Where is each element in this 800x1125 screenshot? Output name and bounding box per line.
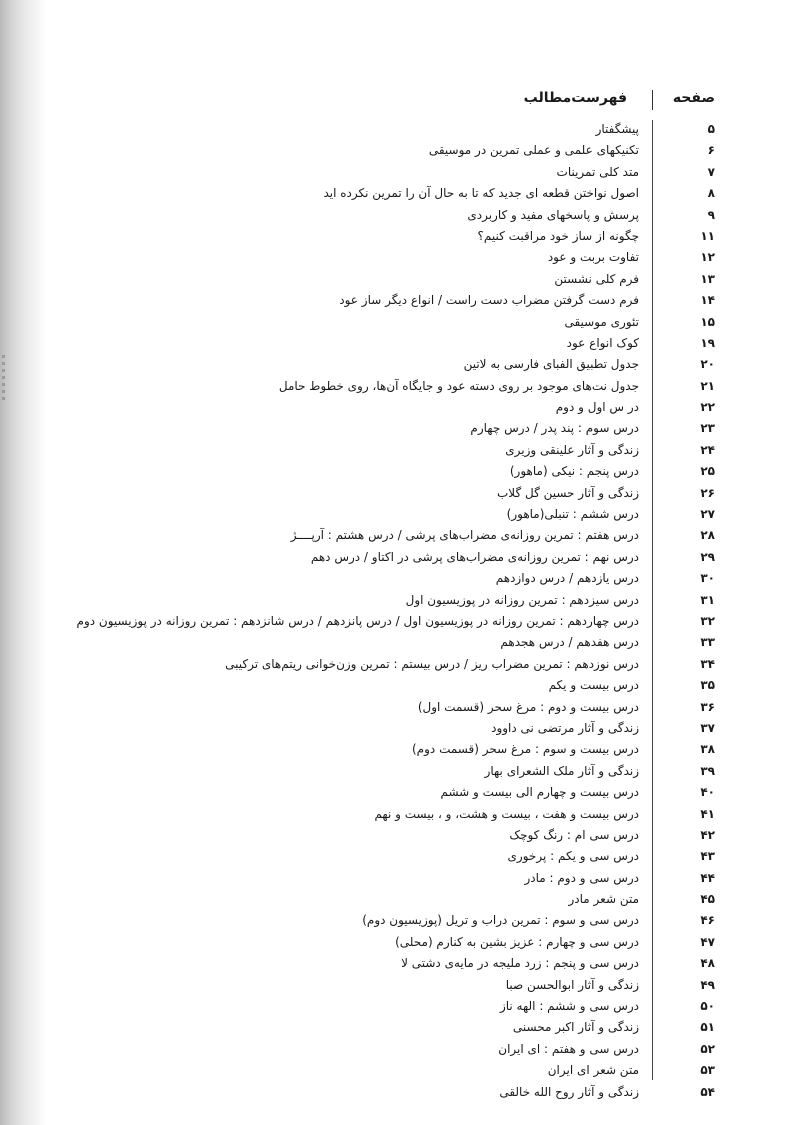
toc-entry-page: ۵۲ [700,1041,715,1056]
toc-entry[interactable] [0,247,800,268]
toc-entry-page: ۴۸ [700,956,715,971]
toc-entry-page: ۴۳ [700,849,715,864]
toc-entry-title: درس بیست و هفت ، بیست و هشت، و ، بیست و نهم [374,806,639,821]
toc-entry-page: ۳۶ [700,699,715,714]
toc-entry[interactable] [0,440,800,461]
toc-entry-page: ۲۱ [700,378,715,393]
toc-entry[interactable] [0,461,800,482]
toc-entry-title: زندگی و آثار علینقی وزیری [505,442,639,457]
toc-entry-title: درس سوم : پند پدر / درس چهارم [470,421,639,436]
toc-entry-page: ۴۷ [700,934,715,949]
toc-entry-page: ۴۹ [700,977,715,992]
toc-entry-title: زندگی و آثار مرتضی نی داوود [491,720,639,735]
toc-entry[interactable] [0,483,800,504]
toc-entry-title: درس بیست و سوم : مرغ سحر (قسمت دوم) [412,742,639,757]
toc-entry[interactable] [0,804,800,825]
toc-entry[interactable] [0,761,800,782]
toc-entry-page: ۴۴ [700,870,715,885]
toc-entry[interactable] [0,910,800,931]
toc-entry[interactable] [0,697,800,718]
toc-entry-page: ۴۶ [700,913,715,928]
toc-entry-title: فرم کلی نشستن [554,271,639,286]
toc-entry[interactable] [0,354,800,375]
toc-entry[interactable] [0,226,800,247]
toc-entry[interactable] [0,611,800,632]
page-column-label: صفحه [672,90,715,106]
toc-entry[interactable] [0,1060,800,1081]
toc-entry[interactable] [0,590,800,611]
toc-entry-title: کوک انواع عود [566,335,639,350]
toc-entry-page: ۳۰ [700,571,715,586]
toc-entry-page: ۹ [707,207,715,222]
toc-entry-title: چگونه از ساز خود مراقبت کنیم؟ [477,228,639,243]
toc-title: فهرست‌مطالب [523,90,627,106]
toc-entry-page: ۴۲ [700,827,715,842]
toc-entry[interactable] [0,975,800,996]
toc-entry-title: تئوری موسیقی [564,314,639,329]
toc-entry-title: زندگی و آثار حسین گل گلاب [497,485,639,500]
toc-entry-page: ۵۰ [700,999,715,1014]
toc-entry-title: درس هفدهم / درس هجدهم [500,635,639,650]
toc-entry-title: متن شعر ای ایران [547,1063,639,1078]
toc-entry-page: ۱۲ [700,250,715,265]
toc-entry-page: ۲۴ [700,442,715,457]
toc-entry[interactable] [0,632,800,653]
toc-entry[interactable] [0,996,800,1017]
toc-entry-title: فرم دست گرفتن مضراب دست راست / انواع دیگر ساز عود [339,293,639,308]
toc-entry-title: در س اول و دوم [555,400,639,415]
toc-entry-page: ۲۵ [700,464,715,479]
toc-entry[interactable] [0,290,800,311]
toc-entry[interactable] [0,525,800,546]
toc-entry-title: درس سی ام : رنگ کوچک [509,827,639,842]
toc-entry[interactable] [0,504,800,525]
toc-entry-title: جدول نت‌های موجود بر روی دسته عود و جایگاه آن‌ها، روی خطوط حامل [278,378,639,393]
toc-entry[interactable] [0,547,800,568]
toc-entry[interactable] [0,718,800,739]
toc-entry-page: ۱۹ [700,335,715,350]
toc-entry-title: تفاوت بربت و عود [547,250,639,265]
toc-entry[interactable] [0,568,800,589]
toc-entry-title: درس سی و ششم : الهه ناز [499,999,639,1014]
toc-entry-page: ۱۵ [700,314,715,329]
toc-entry-title: زندگی و آثار روح الله خالقی [499,1084,639,1099]
toc-entry-page: ۳۴ [700,656,715,671]
toc-entry-page: ۳۳ [700,635,715,650]
toc-entry-title: درس هفتم : تمرین روزانه‌ی مضراب‌های پرشی / درس هشتم : آرپــــژ [290,528,639,543]
toc-entry-page: ۳۷ [700,720,715,735]
toc-entry-page: ۴۱ [700,806,715,821]
toc-entry-page: ۴۰ [700,785,715,800]
toc-entry[interactable] [0,782,800,803]
toc-list [0,119,800,1103]
toc-entry-title: زندگی و آثار اکبر محسنی [512,1020,639,1035]
toc-entry-title: درس سی و دوم : مادر [524,870,639,885]
header-divider [652,90,653,110]
toc-entry[interactable] [0,1082,800,1103]
toc-entry-title: جدول تطبیق الفبای فارسی به لاتین [463,357,639,372]
toc-entry-page: ۲۳ [700,421,715,436]
toc-entry-title: درس چهاردهم : تمرین روزانه در پوزیسیون اول / درس پانزدهم / درس شانزدهم : تمرین روزانه در پوزیسیون دوم [76,613,639,628]
toc-entry-title: پیشگفتار [595,122,639,136]
toc-entry-page: ۱۱ [700,228,715,243]
toc-entry[interactable] [0,675,800,696]
toc-entry-title: درس بیست و دوم : مرغ سحر (قسمت اول) [417,699,639,714]
toc-entry[interactable] [0,825,800,846]
toc-entry-title: متد کلی تمرینات [556,164,639,179]
toc-entry-page: ۲۹ [700,549,715,564]
toc-entry[interactable] [0,376,800,397]
toc-entry-title: درس سی و پنجم : زرد ملیجه در مایه‌ی دشتی لا [401,956,639,971]
toc-entry-page: ۳۵ [700,678,715,693]
toc-entry[interactable] [0,140,800,161]
toc-entry[interactable] [0,889,800,910]
toc-entry-title: درس بیست و یکم [548,678,639,693]
toc-entry[interactable] [0,397,800,418]
toc-entry[interactable] [0,418,800,439]
toc-entry[interactable] [0,953,800,974]
toc-entry[interactable] [0,119,800,140]
toc-entry-title: درس پنجم : نیکی (ماهور) [509,464,639,479]
toc-entry-page: ۱۴ [700,293,715,308]
toc-entry[interactable] [0,932,800,953]
toc-entry[interactable] [0,312,800,333]
toc-entry-page: ۵ [707,122,715,136]
toc-entry-page: ۳۹ [700,763,715,778]
toc-entry[interactable] [0,846,800,867]
toc-entry-page: ۲۰ [700,357,715,372]
toc-header [0,88,800,114]
toc-entry-title: درس سی و هفتم : ای ایران [498,1041,639,1056]
toc-entry-title: درس ششم : تنبلی(ماهور) [506,507,639,522]
toc-entry-page: ۲۸ [700,528,715,543]
toc-entry-title: درس سی و سوم : تمرین دراب و تریل (پوزیسیون دوم) [362,913,639,928]
toc-entry-page: ۳۱ [700,592,715,607]
toc-entry[interactable] [0,333,800,354]
toc-entry-title: تکنیکهای علمی و عملی تمرین در موسیقی [428,143,639,158]
toc-entry-title: درس یازدهم / درس دوازدهم [495,571,639,586]
toc-entry-title: درس نوزدهم : تمرین مضراب ریز / درس بیستم : تمرین وزن‌خوانی ریتم‌های ترکیبی [225,656,639,671]
toc-entry-title: اصول نواختن قطعه ای جدید که تا به حال آن را تمرین نکرده اید [323,186,639,201]
toc-entry[interactable] [0,654,800,675]
toc-entry[interactable] [0,183,800,204]
toc-entry-page: ۴۵ [700,892,715,907]
toc-entry-page: ۱۳ [700,271,715,286]
toc-entry-title: زندگی و آثار ابوالحسن صبا [505,977,639,992]
toc-entry[interactable] [0,162,800,183]
toc-entry-page: ۶ [707,143,715,158]
toc-entry[interactable] [0,739,800,760]
toc-entry-page: ۵۱ [700,1020,715,1035]
toc-entry-page: ۷ [707,164,715,179]
toc-entry-title: زندگی و آثار ملک الشعرای بهار [484,763,639,778]
toc-entry-page: ۲۲ [700,400,715,415]
toc-entry-page: ۵۳ [700,1063,715,1078]
toc-entry-title: درس سی و چهارم : عزیز بشین به کنارم (محلی) [395,934,639,949]
toc-entry-page: ۳۸ [700,742,715,757]
toc-entry-title: درس سیزدهم : تمرین روزانه در پوزیسیون اول [405,592,639,607]
toc-entry-title: درس نهم : تمرین روزانه‌ی مضراب‌های پرشی در اکتاو / درس دهم [310,549,639,564]
toc-entry-page: ۸ [707,186,715,201]
toc-entry-title: متن شعر مادر [568,892,639,907]
toc-entry[interactable] [0,205,800,226]
toc-entry-page: ۵۴ [700,1084,715,1099]
toc-entry-page: ۲۶ [700,485,715,500]
toc-entry-page: ۲۷ [700,507,715,522]
toc-entry-page: ۳۲ [700,613,715,628]
toc-entry-title: پرسش و پاسخهای مفید و کاربردی [467,207,639,222]
toc-entry[interactable] [0,868,800,889]
toc-entry[interactable] [0,269,800,290]
toc-entry-title: درس سی و یکم : پرخوری [507,849,639,864]
toc-entry[interactable] [0,1039,800,1060]
toc-entry-title: درس بیست و چهارم الی بیست و ششم [440,785,639,800]
toc-entry[interactable] [0,1017,800,1038]
